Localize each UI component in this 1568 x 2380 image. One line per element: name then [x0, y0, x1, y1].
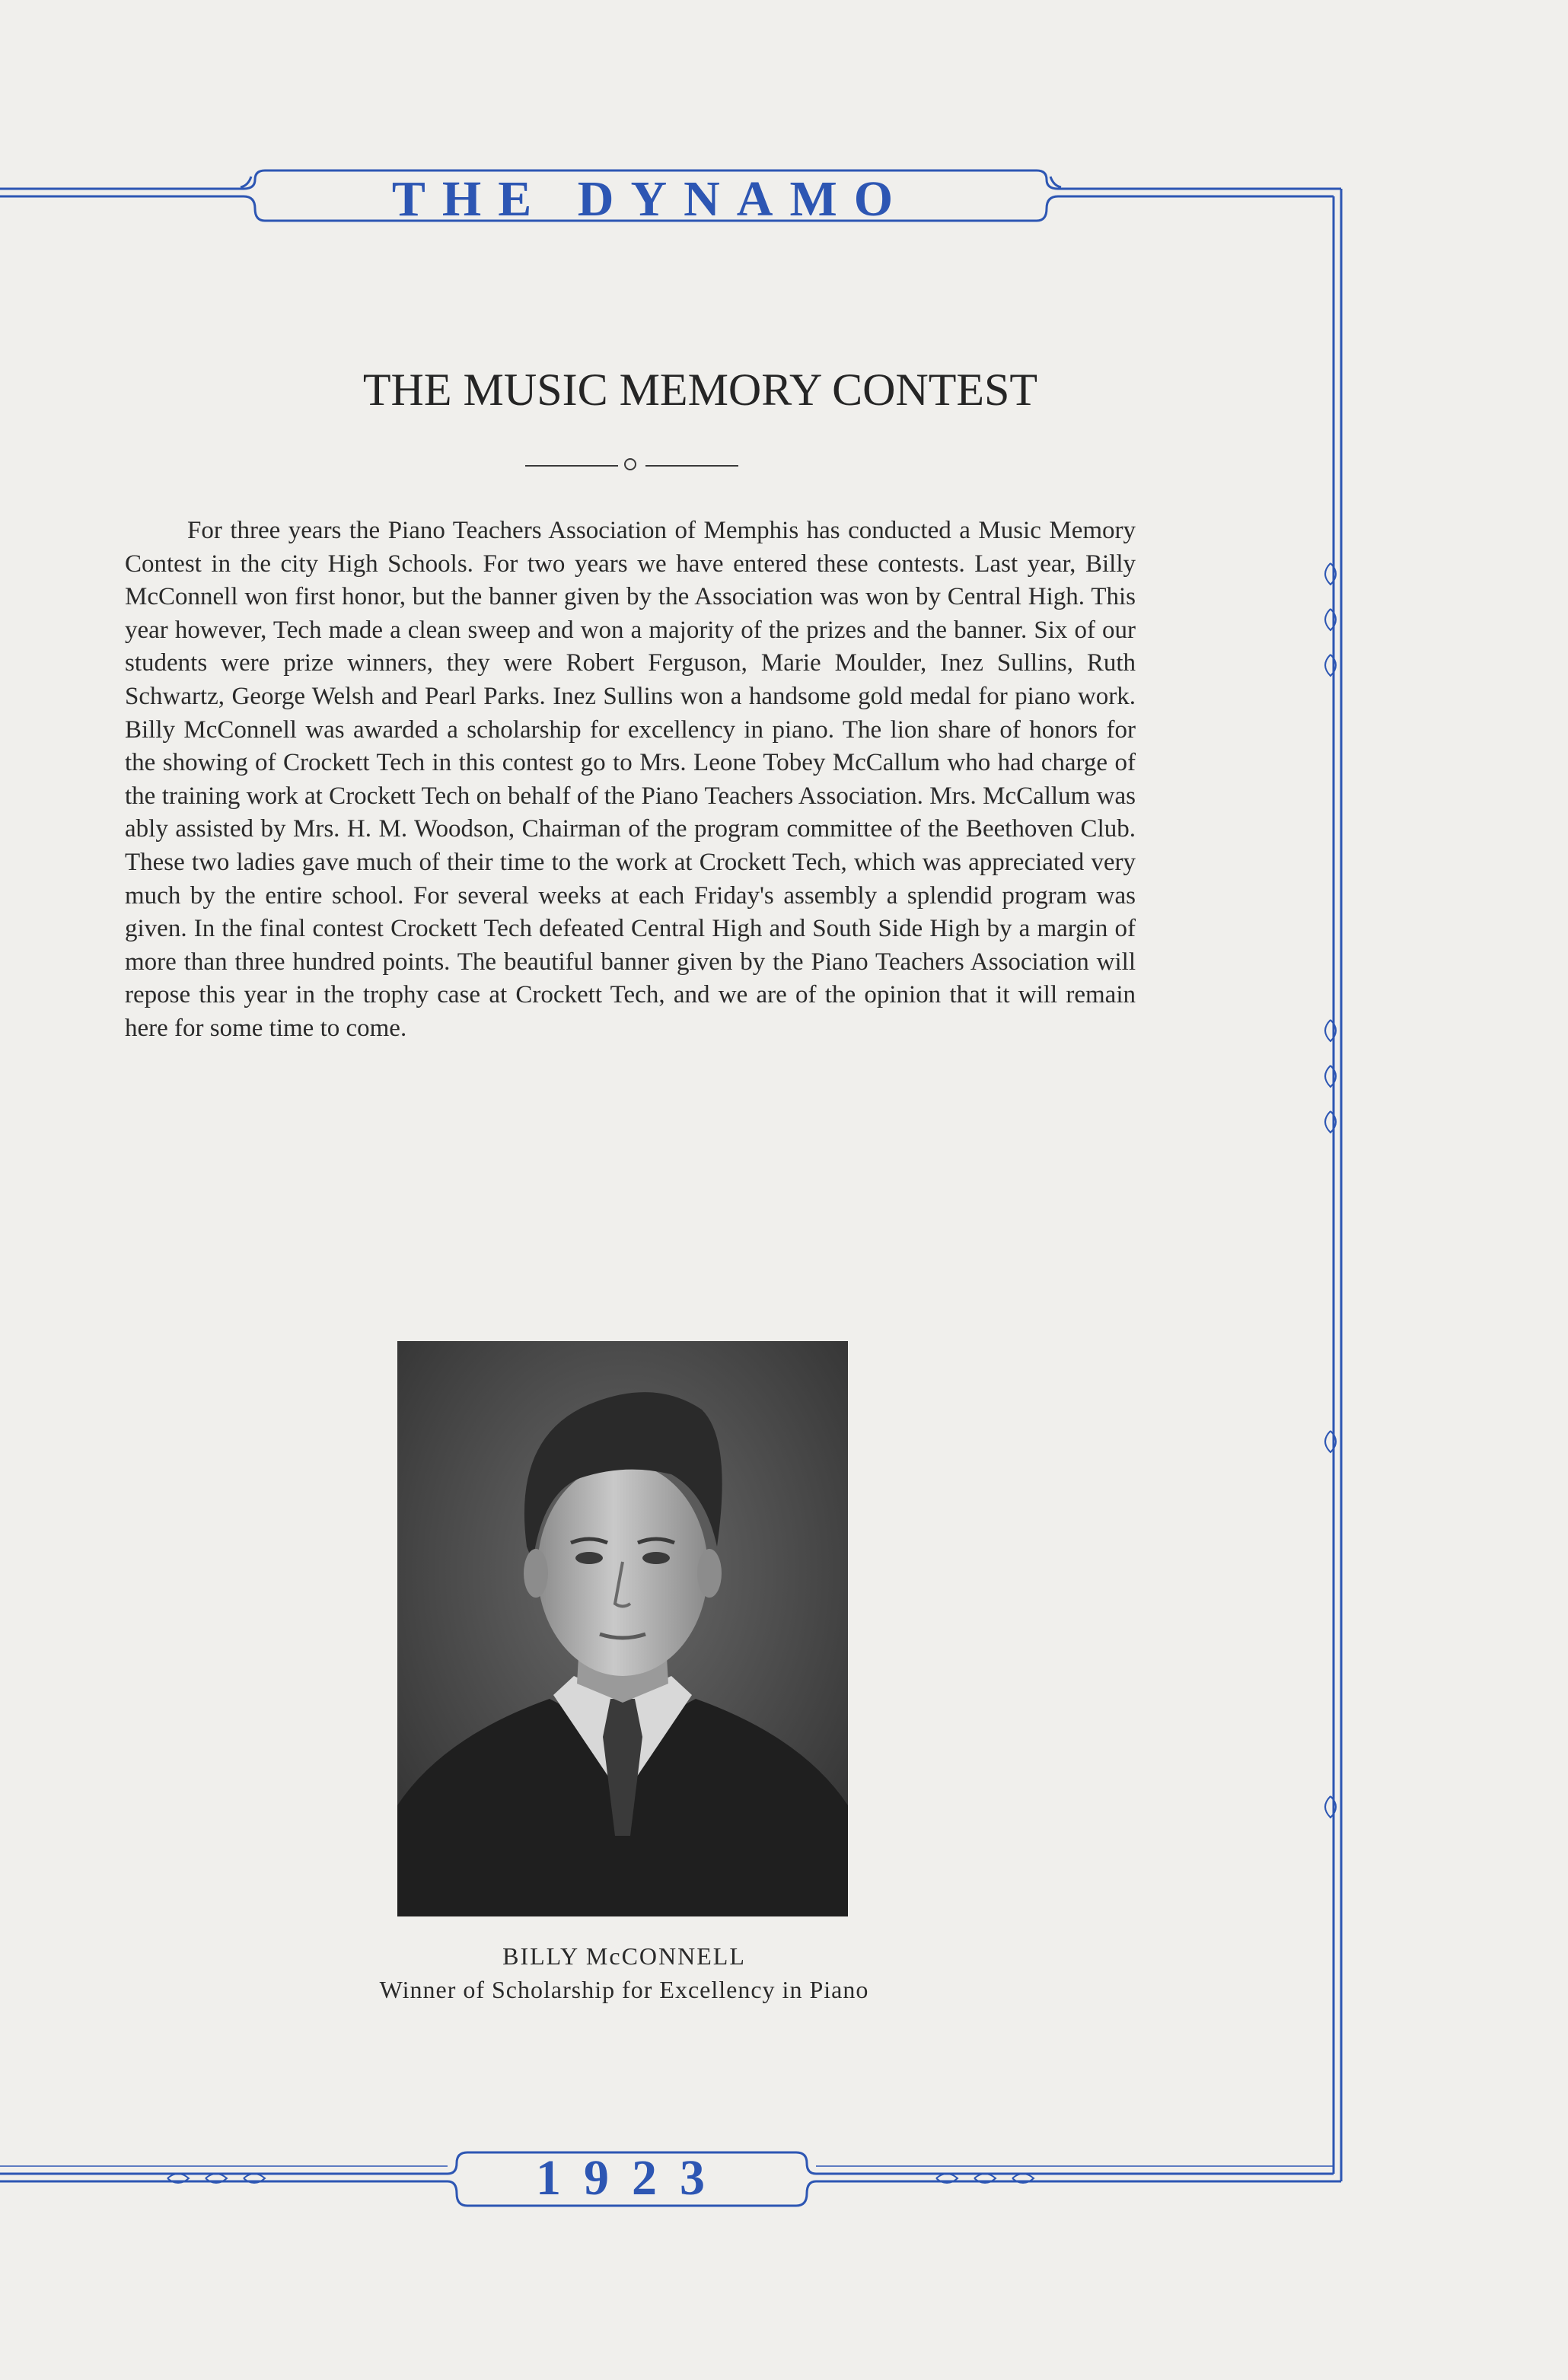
title-divider [525, 457, 738, 475]
footer-year: 1923 [536, 2150, 728, 2206]
photo-caption-name: BILLY McCONNELL [502, 1942, 746, 1970]
article-title: THE MUSIC MEMORY CONTEST [362, 365, 1038, 415]
divider-line-left [525, 465, 618, 467]
header-title: THE DYNAMO [391, 171, 910, 227]
divider-ornament [624, 458, 636, 470]
divider-line-right [645, 465, 738, 467]
portrait-photo [397, 1341, 848, 1916]
article-body: For three years the Piano Teachers Association of Memphis has conducted a Music Memory Contest in the city High Schools. For two years we have entered these contests. Last year, Billy McConnell won first honor, but the banner given by the Association was won by Central High. This year however, Tech made a clean sweep and won a majority of the prizes and the banner. Six of our students were prize winners, they were Robert Ferguson, Marie Moulder, Inez Sullins, Ruth Schwartz, George Welsh and Pearl Parks. Inez Sullins won a handsome gold medal for piano work. Billy McConnell was awarded a scholarship for excellency in piano. The lion share of honors for the showing of Crockett Tech in this contest go to Mrs. Leone Tobey McCallum who had charge of the training work at Crockett Tech on behalf of the Piano Teachers Association. Mrs. McCallum was ably assisted by Mrs. H. M. Woodson, Chairman of the program committee of the Beethoven Club. These two ladies gave much of their time to the work at Crockett Tech, which was appreciated very much by the entire school. For several weeks at each Friday's assembly a splendid program was given. In the final contest Crockett Tech defeated Central High and South Side High by a margin of more than three hundred points. The beautiful banner given by the Piano Teachers Association will repose this year in the trophy case at Crockett Tech, and we are of the opinion that it will remain here for some time to come. [125, 517, 1136, 1042]
photo-caption-subtitle: Winner of Scholarship for Excellency in Piano [379, 1976, 869, 2003]
